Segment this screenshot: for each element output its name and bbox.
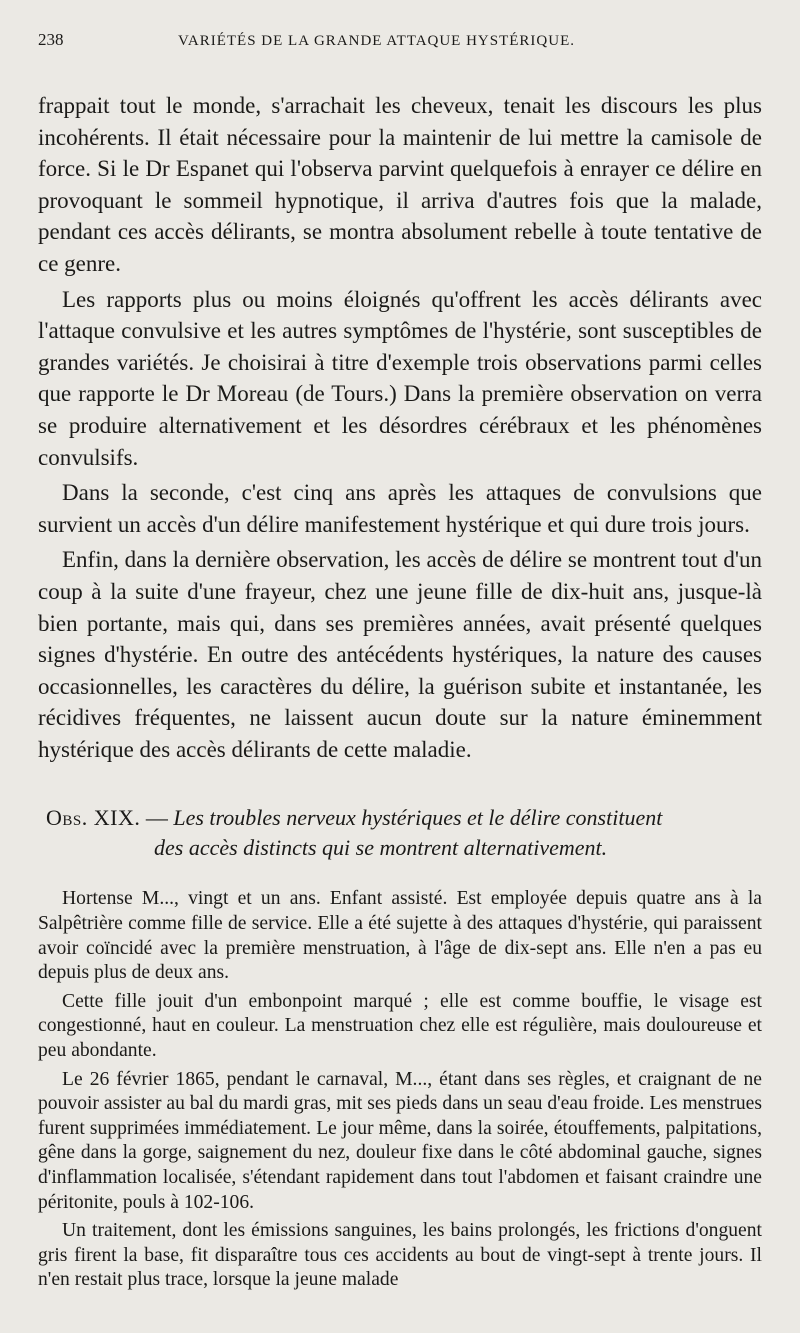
- page-number: 238: [38, 30, 64, 49]
- paragraph: Cette fille jouit d'un embonpoint marqué ; elle est comme bouffie, le visage est congestionné, haut en couleur. La menstruation chez elle est régulière, mais douloureuse et peu abondante.: [38, 990, 762, 1062]
- running-title: VARIÉTÉS DE LA GRANDE ATTAQUE HYSTÉRIQUE.: [178, 33, 576, 49]
- paragraph: Les rapports plus ou moins éloignés qu'offrent les accès délirants avec l'attaque convulsive et les autres symptômes de l'hystérie, sont susceptibles de grandes variétés. Je choisirai à titre d'exemple trois observations parmi celles que rapporte le Dr Moreau (de Tours.) Dans la première observation on verra se produire alternativement et les désordres cérébraux et les phénomènes convulsifs.: [38, 286, 762, 470]
- paragraph: Dans la seconde, c'est cinq ans après les attaques de convulsions que survient un accès d'un délire manifestement hystérique et qui dure trois jours.: [38, 480, 762, 537]
- observation-label: Obs. XIX.: [46, 805, 141, 831]
- paragraph: Enfin, dans la dernière observation, les accès de délire se montrent tout d'un coup à la suite d'une frayeur, chez une jeune fille de dix-huit ans, jusque-là bien portante, mais qui, dans ses premières années, avait présenté quelques signes d'hystérie. En outre des antécédents hystériques, la nature des causes occasionnelles, les caractères du délire, la guérison subite et instantanée, les récidives fréquentes, ne laissent aucun doute sur la nature éminemment hystérique des accès délirants de cette maladie.: [38, 547, 762, 762]
- paragraph: Le 26 février 1865, pendant le carnaval, M..., étant dans ses règles, et craignant de ne pouvoir assister au bal du mardi gras, mit ses pieds dans un seau d'eau froide. Les menstrues furent supprimées immédiatement. Le jour même, dans la soirée, étouffements, palpitations, gêne dans la gorge, saignement du nez, douleur fixe dans le côté abdominal gauche, signes d'inflammation localisée, s'étendant rapidement dans tout l'abdomen et faisant craindre une péritonite, pouls à 102-106.: [38, 1068, 762, 1213]
- observation-title-line1: Les troubles nerveux hystériques et le délire constituent: [173, 805, 663, 831]
- observation-heading: [46, 803, 762, 863]
- paragraph: Un traitement, dont les émissions sanguines, les bains prolongés, les frictions d'onguent gris firent la base, fit disparaître tous ces accidents au bout de vingt-sept à trente jours. Il n'en restait plus trace, lorsque la jeune malade: [38, 1220, 762, 1291]
- paragraph: Hortense M..., vingt et un ans. Enfant assisté. Est employée depuis quatre ans à la Salpêtrière comme fille de service. Elle a été sujette à des attaques d'hystérie, qui paraissent avoir coïncidé avec la première menstruation, à l'âge de dix-sept ans. Elle n'en a pas eu depuis plus de deux ans.: [38, 888, 762, 984]
- case-text: [38, 887, 762, 1293]
- paragraph: frappait tout le monde, s'arrachait les cheveux, tenait les discours les plus incohérents. Il était nécessaire pour la maintenir de lui mettre la camisole de force. Si le Dr Espanet qui l'observa parvint quelquefois à enrayer ce délire en provoquant le sommeil hypnotique, il arriva d'autres fois que la malade, pendant ces accès délirants, se montra absolument rebelle à toute tentative de ce genre.: [38, 93, 762, 276]
- running-head: [38, 30, 762, 64]
- observation-title-line2: des accès distincts qui se montrent alternativement.: [154, 835, 608, 861]
- main-text: [38, 90, 762, 765]
- observation-dash: —: [140, 805, 174, 831]
